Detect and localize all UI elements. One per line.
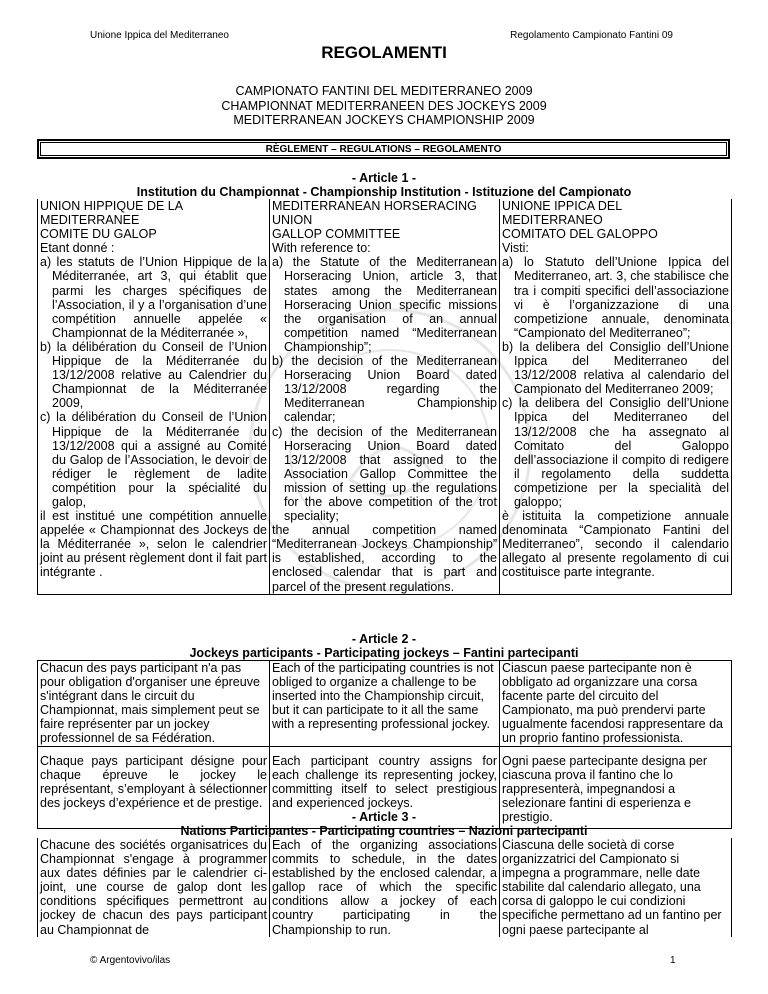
fr-item-c: c) la délibération du Conseil de l’Union Hippique de la Méditerranée du 13/12/2008 qui a assigné au Comité du Galop de l’Association, le devoir de rédiger le règlement de ladite compétition pour la spécialité du galop, <box>40 410 267 509</box>
article2-heading: Jockeys participants - Participating jockeys – Fantini partecipanti <box>189 646 579 660</box>
subtitle-fr: CHAMPIONNAT MEDITERRANEEN DES JOCKEYS 2009 <box>221 98 547 113</box>
fr-item-a: a) les statuts de l’Union Hippique de la Méditerranée, art 3, qui établit que parmi les charges spécifiques de l’Association, il y a l’organisation d’une compétition annuelle appelée « Championnat de la Méditerranée », <box>40 255 267 340</box>
en-org-line1: MEDITERRANEAN HORSERACING <box>272 199 477 213</box>
it-item-c: c) la delibera del Consiglio dell’Unione Ippica del Mediterraneo del 13/12/2008 che ha assegnato al Comitato del Galoppo dell’associazione il compito di redigere il regolamento della suddetta competizione per la specialità del galoppo; <box>502 396 729 509</box>
en-final: the annual competition named “Mediterranean Jockeys Championship” is established, according to the enclosed calendar that is part and parcel of the present regulations. <box>272 523 497 594</box>
article2-row2-fr: Chaque pays participant désigne pour chaque épreuve le jockey le représentant, s’employant à sélectionner des jockeys d’expérience et de prestige. <box>38 746 270 828</box>
article2-row1-fr: Chacun des pays participant n'a pas pour obligation d'organiser une épreuve s'intégrant dans le circuit du Championnat, mais simplement peut se faire représenter par un jockey professionnel de sa Fédération. <box>38 661 270 747</box>
it-item-a: a) lo Statuto dell’Unione Ippica del Mediterraneo, art. 3, che stabilisce che tra i compiti specifici dell’associazione vi è l’organizzazione di una competizione annuale, denominata “Campionato del Mediterraneo”; <box>502 255 729 340</box>
en-org-line3: GALLOP COMMITTEE <box>272 227 401 242</box>
header-left: Unione Ippica del Mediterraneo <box>90 30 229 41</box>
article3-number: - Article 3 - <box>351 810 417 824</box>
article2-row1-it: Ciascun paese partecipante non è obbligato ad organizzare una corsa facente parte del circuito del Campionato, ma può prendervi parte ugualmente facendosi rappresentare da un proprio fantino professionista. <box>500 661 732 747</box>
article2-row2-it: Ogni paese partecipante designa per ciascuna prova il fantino che lo rappresenterà, impegnandosi a selezionare fantini di esperienza e prestigio. <box>500 746 732 828</box>
it-item-b: b) la delibera del Consiglio dell’Unione Ippica del Mediterraneo del 13/12/2008 relativa al calendario del Campionato del Mediterraneo 2009; <box>502 339 729 397</box>
article1-table <box>37 199 732 595</box>
article3-table <box>37 838 732 937</box>
article2-number: - Article 2 - <box>351 632 417 646</box>
fr-org-line2: MEDITERRANEE <box>40 213 140 228</box>
article1-number: - Article 1 - <box>351 171 417 185</box>
regulation-banner-label: RÈGLEMENT – REGULATIONS – REGOLAMENTO <box>40 142 727 156</box>
en-given: With reference to: <box>272 241 371 256</box>
article2-table <box>37 660 732 829</box>
page-number: 1 <box>670 955 676 966</box>
it-given: Visti: <box>502 241 529 256</box>
article1-en <box>270 199 500 594</box>
fr-final: il est institué une compétition annuelle appelée « Championnat des Jockeys de la Méditerranée », selon le calendrier joint au présent règlement dont il fait part intégrante . <box>40 509 267 580</box>
article3-it: Ciascuna delle società di corse organizzatrici del Campionato si impegna a programmare, nelle date stabilite dal calendario allegato, una corsa di galoppo le cui condizioni specifiche permettano ad un fantino per ogni paese partecipante al <box>500 838 732 937</box>
article3-fr: Chacune des sociétés organisatrices du Championnat s'engage à programmer aux dates définies par le calendrier ci-joint, une course de galop dont les conditions spécifiques permettront au jockey de chacun des pays participant au Championnat de <box>38 838 270 937</box>
subtitle-en: MEDITERRANEAN JOCKEYS CHAMPIONSHIP 2009 <box>233 113 535 127</box>
fr-org-line1: UNION HIPPIQUE DE LA <box>40 199 184 213</box>
it-org-line3: COMITATO DEL GALOPPO <box>502 227 658 242</box>
it-final: è istituita la competizione annuale denominata “Campionato Fantini del Mediterraneo”, secondo il calendario allegato al presente regolamento di cui costituisce parte integrante. <box>502 509 729 580</box>
article3-en: Each of the organizing associations commits to schedule, in the dates established by the enclosed calendar, a gallop race of which the specific conditions allow a jockey of each country participating in the Championship to run. <box>270 838 500 937</box>
fr-org-line3: COMITE DU GALOP <box>40 227 157 242</box>
article2-row2-en: Each participant country assigns for each challenge its representing jockey, committing itself to select prestigious and experienced jockeys. <box>270 746 500 828</box>
article2-row1-en: Each of the participating countries is not obliged to organize a challenge to be inserted into the Championship circuit, but it can participate to it all the same with a representing professional jockey. <box>270 661 500 747</box>
en-item-a: a) the Statute of the Mediterranean Horseracing Union, article 3, that states among the Mediterranean Horseracing Union specific missions the organisation of an annual competition named “Mediterranean Championship”; <box>272 255 497 354</box>
subtitle-it: CAMPIONATO FANTINI DEL MEDITERRANEO 2009 <box>235 84 533 98</box>
en-item-c: c) the decision of the Mediterranean Horseracing Union Board dated 13/12/2008 that assigned to the Association Gallop Committee the mission of setting up the regulations for the above competition of the trot speciality; <box>272 424 497 524</box>
fr-given: Etant donné : <box>40 241 115 256</box>
article1-fr <box>38 199 270 594</box>
subtitles <box>0 84 768 128</box>
it-org-line1: UNIONE IPPICA DEL <box>502 199 623 213</box>
fr-item-b: b) la délibération du Conseil de l’Union Hippique de la Méditerranée du 13/12/2008 relative au Calendrier du Championnat de la Méditerranée 2009, <box>40 339 267 411</box>
regulation-banner <box>37 139 730 159</box>
en-item-b: b) the decision of the Mediterranean Horseracing Union Board dated 13/12/2008 regarding the Mediterranean Championship calendar; <box>272 354 497 425</box>
it-org-line2: MEDITERRANEO <box>502 213 603 228</box>
footer-copyright: © Argentovivo/ilas <box>90 955 171 966</box>
en-org-line2: UNION <box>272 213 313 228</box>
page-title: REGOLAMENTI <box>321 43 447 62</box>
article3-heading: Nations Participantes - Participating countries – Nazioni partecipanti <box>180 824 588 838</box>
article1-it <box>500 199 732 594</box>
header-right: Regolamento Campionato Fantini 09 <box>510 30 673 41</box>
article1-heading: Institution du Championnat - Championship Institution - Istituzione del Campionato <box>136 185 632 199</box>
